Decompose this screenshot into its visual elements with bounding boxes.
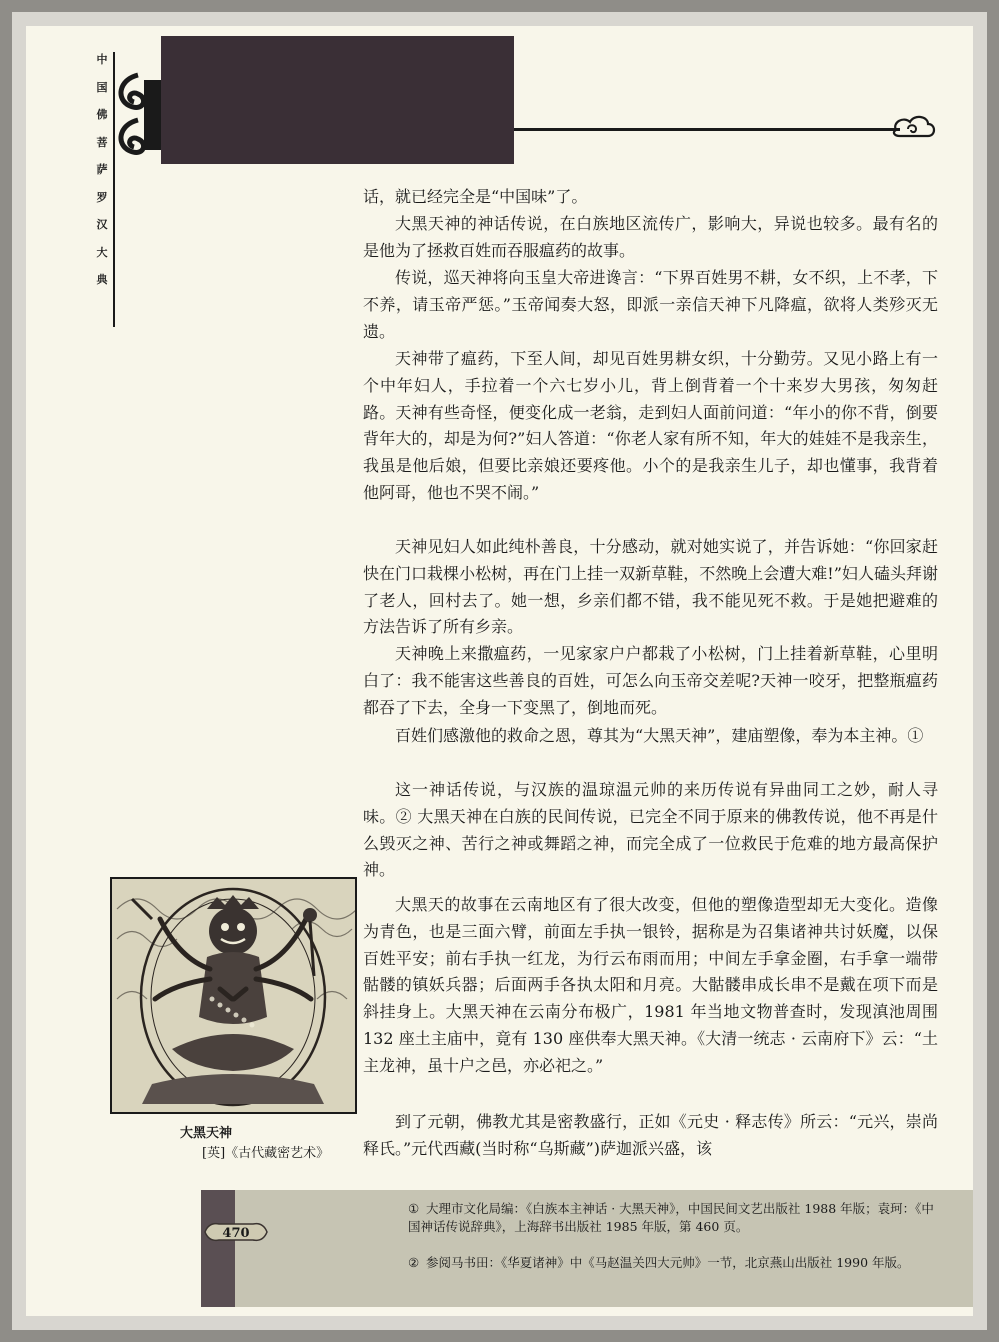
title-char: 罗 [96,190,108,204]
paragraph: 大黑天神的神话传说，在白族地区流传广，影响大，异说也较多。最有名的是他为了拯救百姓而吞服瘟药的故事。 [363,214,938,260]
footnote [408,1200,938,1236]
title-char: 国 [96,80,108,94]
page-number-badge [201,1220,271,1244]
title-char: 中 [96,53,108,66]
footnote-marker: ② [408,1255,420,1270]
page-number: 470 [222,1226,250,1241]
paragraph: 大黑天的故事在云南地区有了很大改变，但他的塑像造型却无大变化。造像为青色，也是三面六臂，前面左手执一银铃，据称是为召集诸神共讨妖魔，以保百姓平安；前右手执一红龙，为行云布雨而用；中间左手拿金圈，右手拿一端带骷髅的镇妖兵器；后面两手各执太阳和月亮。大骷髅串成长串不是戴在项下而是斜挂身上。大黑天神在云南分布极广，1981 年当地文物普查时，发现滇池周围 132 座土主庙中，竟有 130 座供奉大黑天神。《大清一统志 · 云南府下》云：“土主龙神，虽十户之邑，亦必祀之。” [363,895,938,1075]
footnote-text: 大理市文化局编：《白族本主神话 · 大黑天神》，中国民间文艺出版社 1988 年版；袁珂：《中国神话传说辞典》，上海辞书出版社 1985 年版，第 460 页。 [408,1201,934,1234]
paragraph: 天神见妇人如此纯朴善良，十分感动，就对她实说了，并告诉她：“你回家赶快在门口栽棵小松树，再在门上挂一双新草鞋，不然晚上会遭大难!”妇人磕头拜谢了老人，回村去了。她一想，乡亲们都不错，我不能见死不救。于是她把避难的方法告诉了所有乡亲。 [363,537,938,637]
header-block [161,36,514,164]
paragraph: 传说，巡天神将向玉皇大帝进谗言：“下界百姓男不耕，女不织，上不孝，下不养，请玉帝严惩。”玉帝闻奏大怒，即派一亲信天神下凡降瘟，欲将人类殄灭无遗。 [363,268,938,341]
header-scroll-ornament [108,70,168,160]
title-char: 汉 [96,218,108,231]
title-char: 萨 [96,163,108,176]
footnote [408,1254,938,1272]
paragraph: 话，就已经完全是“中国味”了。 [363,187,588,206]
paragraph: 百姓们感激他的救命之恩，尊其为“大黑天神”，建庙塑像，奉为本主神。① [395,726,924,745]
mahakala-woodcut-image [110,877,357,1114]
footnote-text: 参阅马书田：《华夏诸神》中《马赵温关四大元帅》一节，北京燕山出版社 1990 年版。 [426,1255,910,1270]
footnote-dark-edge [201,1190,235,1307]
title-char: 典 [96,273,108,286]
figure-caption-title: 大黑天神 [180,1126,233,1141]
figure-caption-source: [英]《古代藏密艺术》 [202,1146,330,1161]
paragraph: 天神带了瘟药，下至人间，却见百姓男耕女织，十分勤劳。又见小路上有一个中年妇人，手拉着一个六七岁小儿，背上倒背着一个十来岁大男孩，匆匆赶路。天神有些奇怪，便变化成一老翁，走到妇人面前问道：“年小的你不背，倒要背年大的，却是为何?”妇人答道：“你老人家有所不知，年大的娃娃不是我亲生，我虽是他后娘，但要比亲娘还要疼他。小个的是我亲生儿子，却也懂事，我背着他阿哥，他也不哭不闹。” [363,349,938,502]
woodcut-illustration [112,879,355,1112]
footnote-marker: ① [408,1201,420,1216]
book-page [26,26,973,1316]
title-char: 佛 [96,108,108,121]
title-char: 大 [96,245,108,259]
paragraph: 天神晚上来撒瘟药，一见家家户户都栽了小松树，门上挂着新草鞋，心里明白了：我不能害这些善良的百姓，可怎么向玉帝交差呢?天神一咬牙，把整瓶瘟药都吞了下去，全身一下变黑了，倒地而死。 [363,644,938,717]
title-char: 菩 [96,135,108,149]
paragraph: 到了元朝，佛教尤其是密教盛行，正如《元史 · 释志传》所云：“元兴，崇尚释氏。”元代西藏(当时称“乌斯藏”)萨迦派兴盛，该 [363,1112,938,1158]
cloud-ornament-icon [890,114,938,142]
paragraph: 这一神话传说，与汉族的温琼温元帅的来历传说有异曲同工之妙，耐人寻味。② 大黑天神在白族的民间传说，已完全不同于原来的佛教传说，他不再是什么毁灭之神、苦行之神或舞蹈之神，而完全成了一位救民于危难的地方最高保护神。 [363,780,938,880]
header-rule [514,128,900,131]
